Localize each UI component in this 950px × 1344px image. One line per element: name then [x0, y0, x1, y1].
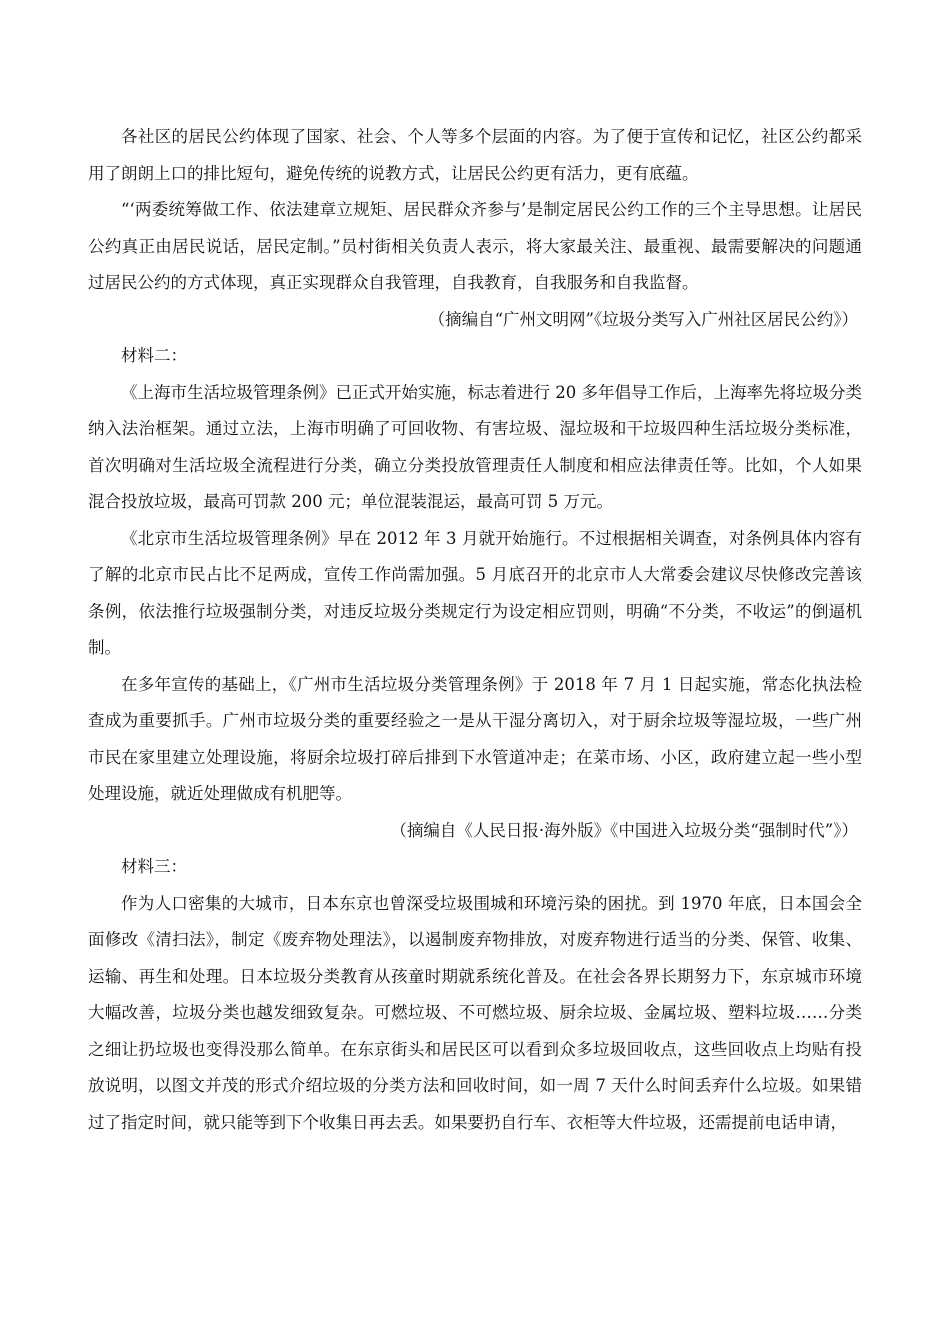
paragraph-shanghai: 《上海市生活垃圾管理条例》已正式开始实施，标志着进行 20 多年倡导工作后，上海率先将垃圾分类纳入法治框架。通过立法，上海市明确了可回收物、有害垃圾、湿垃圾和干垃圾四种生活垃圾分类标准，首次明确对生活垃圾全流程进行分类，确立分类投放管理责任人制度和相应法律责任等。比如，个人如果混合投放垃圾，最高可罚款 200 元；单位混装混运，最高可罚 5 万元。 [88, 382, 862, 511]
paragraph-beijing: 《北京市生活垃圾管理条例》早在 2012 年 3 月就开始施行。不过根据相关调查，对条例具体内容有了解的北京市民占比不足两成，宣传工作尚需加强。5 月底召开的北京市人大常委会建议尽快修改完善该条例，依法推行垃圾强制分类，对违反垃圾分类规定行为设定相应罚则，明确“不分类，不收运”的倒逼机制。 [88, 528, 862, 657]
paragraph-tokyo: 作为人口密集的大城市，日本东京也曾深受垃圾围城和环境污染的困扰。到 1970 年底，日本国会全面修改《清扫法》，制定《废弃物处理法》，以遏制废弃物排放，对废弃物进行适当的分类、保管、收集、运输、再生和处理。日本垃圾分类教育从孩童时期就系统化普及。在社会各界长期努力下，东京城市环境大幅改善，垃圾分类也越发细致复杂。可燃垃圾、不可燃垃圾、厨余垃圾、金属垃圾、塑料垃圾……分类之细让扔垃圾也变得没那么简单。在东京街头和居民区可以看到众多垃圾回收点，这些回收点上均贴有投放说明，以图文并茂的形式介绍垃圾的分类方法和回收时间，如一周 7 天什么时间丢弃什么垃圾。如果错过了指定时间，就只能等到下个收集日再去丢。如果要扔自行车、衣柜等大件垃圾，还需提前电话申请， [88, 893, 862, 1132]
section-label-material-2: 材料二： [121, 346, 187, 365]
paragraph-guiding-principles: “‘两委统筹做工作、依法建章立规矩、居民群众齐参与’是制定居民公约工作的三个主导思想。让居民公约真正由居民说话，居民定制。”员村街相关负责人表示，将大家最关注、最重视、最需要解决的问题通过居民公约的方式体现，真正实现群众自我管理，自我教育，自我服务和自我监督。 [88, 200, 862, 292]
paragraph-guangzhou: 在多年宣传的基础上，《广州市生活垃圾分类管理条例》于 2018 年 7 月 1 日起实施，常态化执法检查成为重要抓手。广州市垃圾分类的重要经验之一是从干湿分离切入，对于厨余垃圾等湿垃圾，一些广州市民在家里建立处理设施，将厨余垃圾打碎后排到下水管道冲走；在菜市场、小区，政府建立起一些小型处理设施，就近处理做成有机肥等。 [88, 674, 862, 803]
paragraph-community-pact: 各社区的居民公约体现了国家、社会、个人等多个层面的内容。为了便于宣传和记忆，社区公约都采用了朗朗上口的排比短句，避免传统的说教方式，让居民公约更有活力，更有底蕴。 [88, 127, 862, 183]
source-citation-2: （摘编自《人民日报·海外版》《中国进入垃圾分类“强制时代”》） [390, 820, 858, 840]
section-label-material-3: 材料三： [121, 857, 187, 876]
source-citation-1: （摘编自“广州文明网”《垃圾分类写入广州社区居民公约》） [428, 309, 858, 329]
